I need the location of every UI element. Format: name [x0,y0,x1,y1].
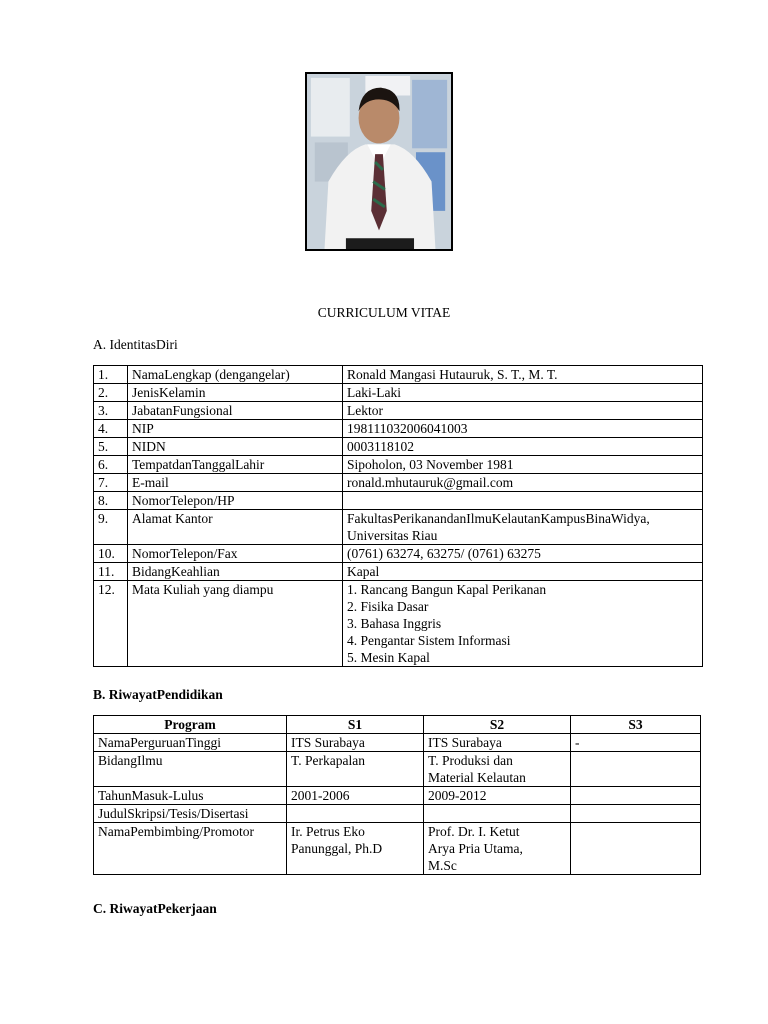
field-label: E-mail [128,474,343,492]
field-value [343,366,703,384]
header-s2: S2 [424,716,571,734]
cell-line: 198111032006041003 [347,421,468,436]
field-value [343,563,703,581]
education-s1-cell [287,787,424,805]
cell-line: 2. Fisika Dasar [347,599,429,614]
portrait-photo-icon [307,74,451,249]
education-label: TahunMasuk-Lulus [94,787,287,805]
education-label: JudulSkripsi/Tesis/Disertasi [94,805,287,823]
cell-line: 4. Pengantar Sistem Informasi [347,633,511,648]
row-number: 2. [94,384,128,402]
field-value [343,402,703,420]
education-label: BidangIlmu [94,752,287,787]
header-s1: S1 [287,716,424,734]
cell-line: Kapal [347,564,380,579]
cell-line: FakultasPerikanandanIlmuKelautanKampusBinaWidya, [347,511,650,526]
row-number: 8. [94,492,128,510]
education-header-row [94,716,701,734]
row-number: 10. [94,545,128,563]
identity-table [93,365,703,667]
education-s3-cell [571,787,701,805]
profile-photo [305,72,453,251]
field-label: Alamat Kantor [128,510,343,545]
education-label: NamaPembimbing/Promotor [94,823,287,875]
cell-line: Laki-Laki [347,385,401,400]
field-label: NomorTelepon/Fax [128,545,343,563]
education-row [94,787,701,805]
education-s1-cell [287,734,424,752]
identity-row [94,492,703,510]
identity-row [94,563,703,581]
cell-line: 0003118102 [347,439,414,454]
education-s1-cell [287,805,424,823]
field-label: NamaLengkap (dengangelar) [128,366,343,384]
education-s1-cell [287,752,424,787]
cell-line: 3. Bahasa Inggris [347,616,442,631]
cell-line: Material Kelautan [428,770,526,785]
cell-line: T. Perkapalan [291,753,365,768]
cell-line: ronald.mhutauruk@gmail.com [347,475,514,490]
identity-row [94,474,703,492]
education-table [93,715,701,875]
row-number: 4. [94,420,128,438]
cell-line: Ronald Mangasi Hutauruk, S. T., M. T. [347,367,558,382]
cell-line: (0761) 63274, 63275/ (0761) 63275 [347,546,541,561]
field-value [343,474,703,492]
education-row [94,805,701,823]
identity-row [94,366,703,384]
section-a-heading: A. IdentitasDiri [93,337,178,352]
identity-row [94,402,703,420]
row-number: 5. [94,438,128,456]
identity-row [94,384,703,402]
section-b-heading: B. RiwayatPendidikan [93,687,223,702]
cell-line: Ir. Petrus Eko [291,824,365,839]
education-label: NamaPerguruanTinggi [94,734,287,752]
field-label: Mata Kuliah yang diampu [128,581,343,667]
field-label: JenisKelamin [128,384,343,402]
cell-line: Panunggal, Ph.D [291,841,383,856]
field-value [343,456,703,474]
cell-line: Universitas Riau [347,528,438,543]
cell-line: M.Sc [428,858,457,873]
field-label: BidangKeahlian [128,563,343,581]
education-row [94,823,701,875]
cell-line: Lektor [347,403,383,418]
row-number: 6. [94,456,128,474]
education-s2-cell [424,734,571,752]
row-number: 9. [94,510,128,545]
cell-line: 1. Rancang Bangun Kapal Perikanan [347,582,547,597]
education-s3-cell [571,823,701,875]
row-number: 12. [94,581,128,667]
cell-line: 5. Mesin Kapal [347,650,430,665]
field-label: JabatanFungsional [128,402,343,420]
identity-row [94,510,703,545]
identity-row [94,581,703,667]
cell-line: ITS Surabaya [291,735,365,750]
cell-line: - [575,735,580,750]
field-value [343,545,703,563]
cell-line: T. Produksi dan [428,753,513,768]
education-s2-cell [424,752,571,787]
identity-row [94,545,703,563]
identity-row [94,456,703,474]
education-row [94,734,701,752]
identity-row [94,438,703,456]
field-value [343,438,703,456]
section-c-heading: C. RiwayatPekerjaan [93,901,217,916]
education-s3-cell [571,734,701,752]
field-label: NomorTelepon/HP [128,492,343,510]
cell-line: 2009-2012 [428,788,487,803]
cell-line: 2001-2006 [291,788,350,803]
education-s2-cell [424,823,571,875]
cell-line: Arya Pria Utama, [428,841,523,856]
row-number: 3. [94,402,128,420]
education-s3-cell [571,805,701,823]
document-title: CURRICULUM VITAE [317,305,451,320]
education-s1-cell [287,823,424,875]
cell-line: Sipoholon, 03 November 1981 [347,457,514,472]
cell-line: ITS Surabaya [428,735,502,750]
identity-row [94,420,703,438]
field-value [343,384,703,402]
header-s3: S3 [571,716,701,734]
row-number: 11. [94,563,128,581]
education-row [94,752,701,787]
field-label: NIDN [128,438,343,456]
field-value [343,420,703,438]
row-number: 7. [94,474,128,492]
field-value [343,492,703,510]
row-number: 1. [94,366,128,384]
field-label: NIP [128,420,343,438]
education-s2-cell [424,805,571,823]
cell-line: Prof. Dr. I. Ketut [428,824,520,839]
field-label: TempatdanTanggalLahir [128,456,343,474]
header-program: Program [94,716,287,734]
field-value [343,581,703,667]
education-s2-cell [424,787,571,805]
field-value [343,510,703,545]
education-s3-cell [571,752,701,787]
